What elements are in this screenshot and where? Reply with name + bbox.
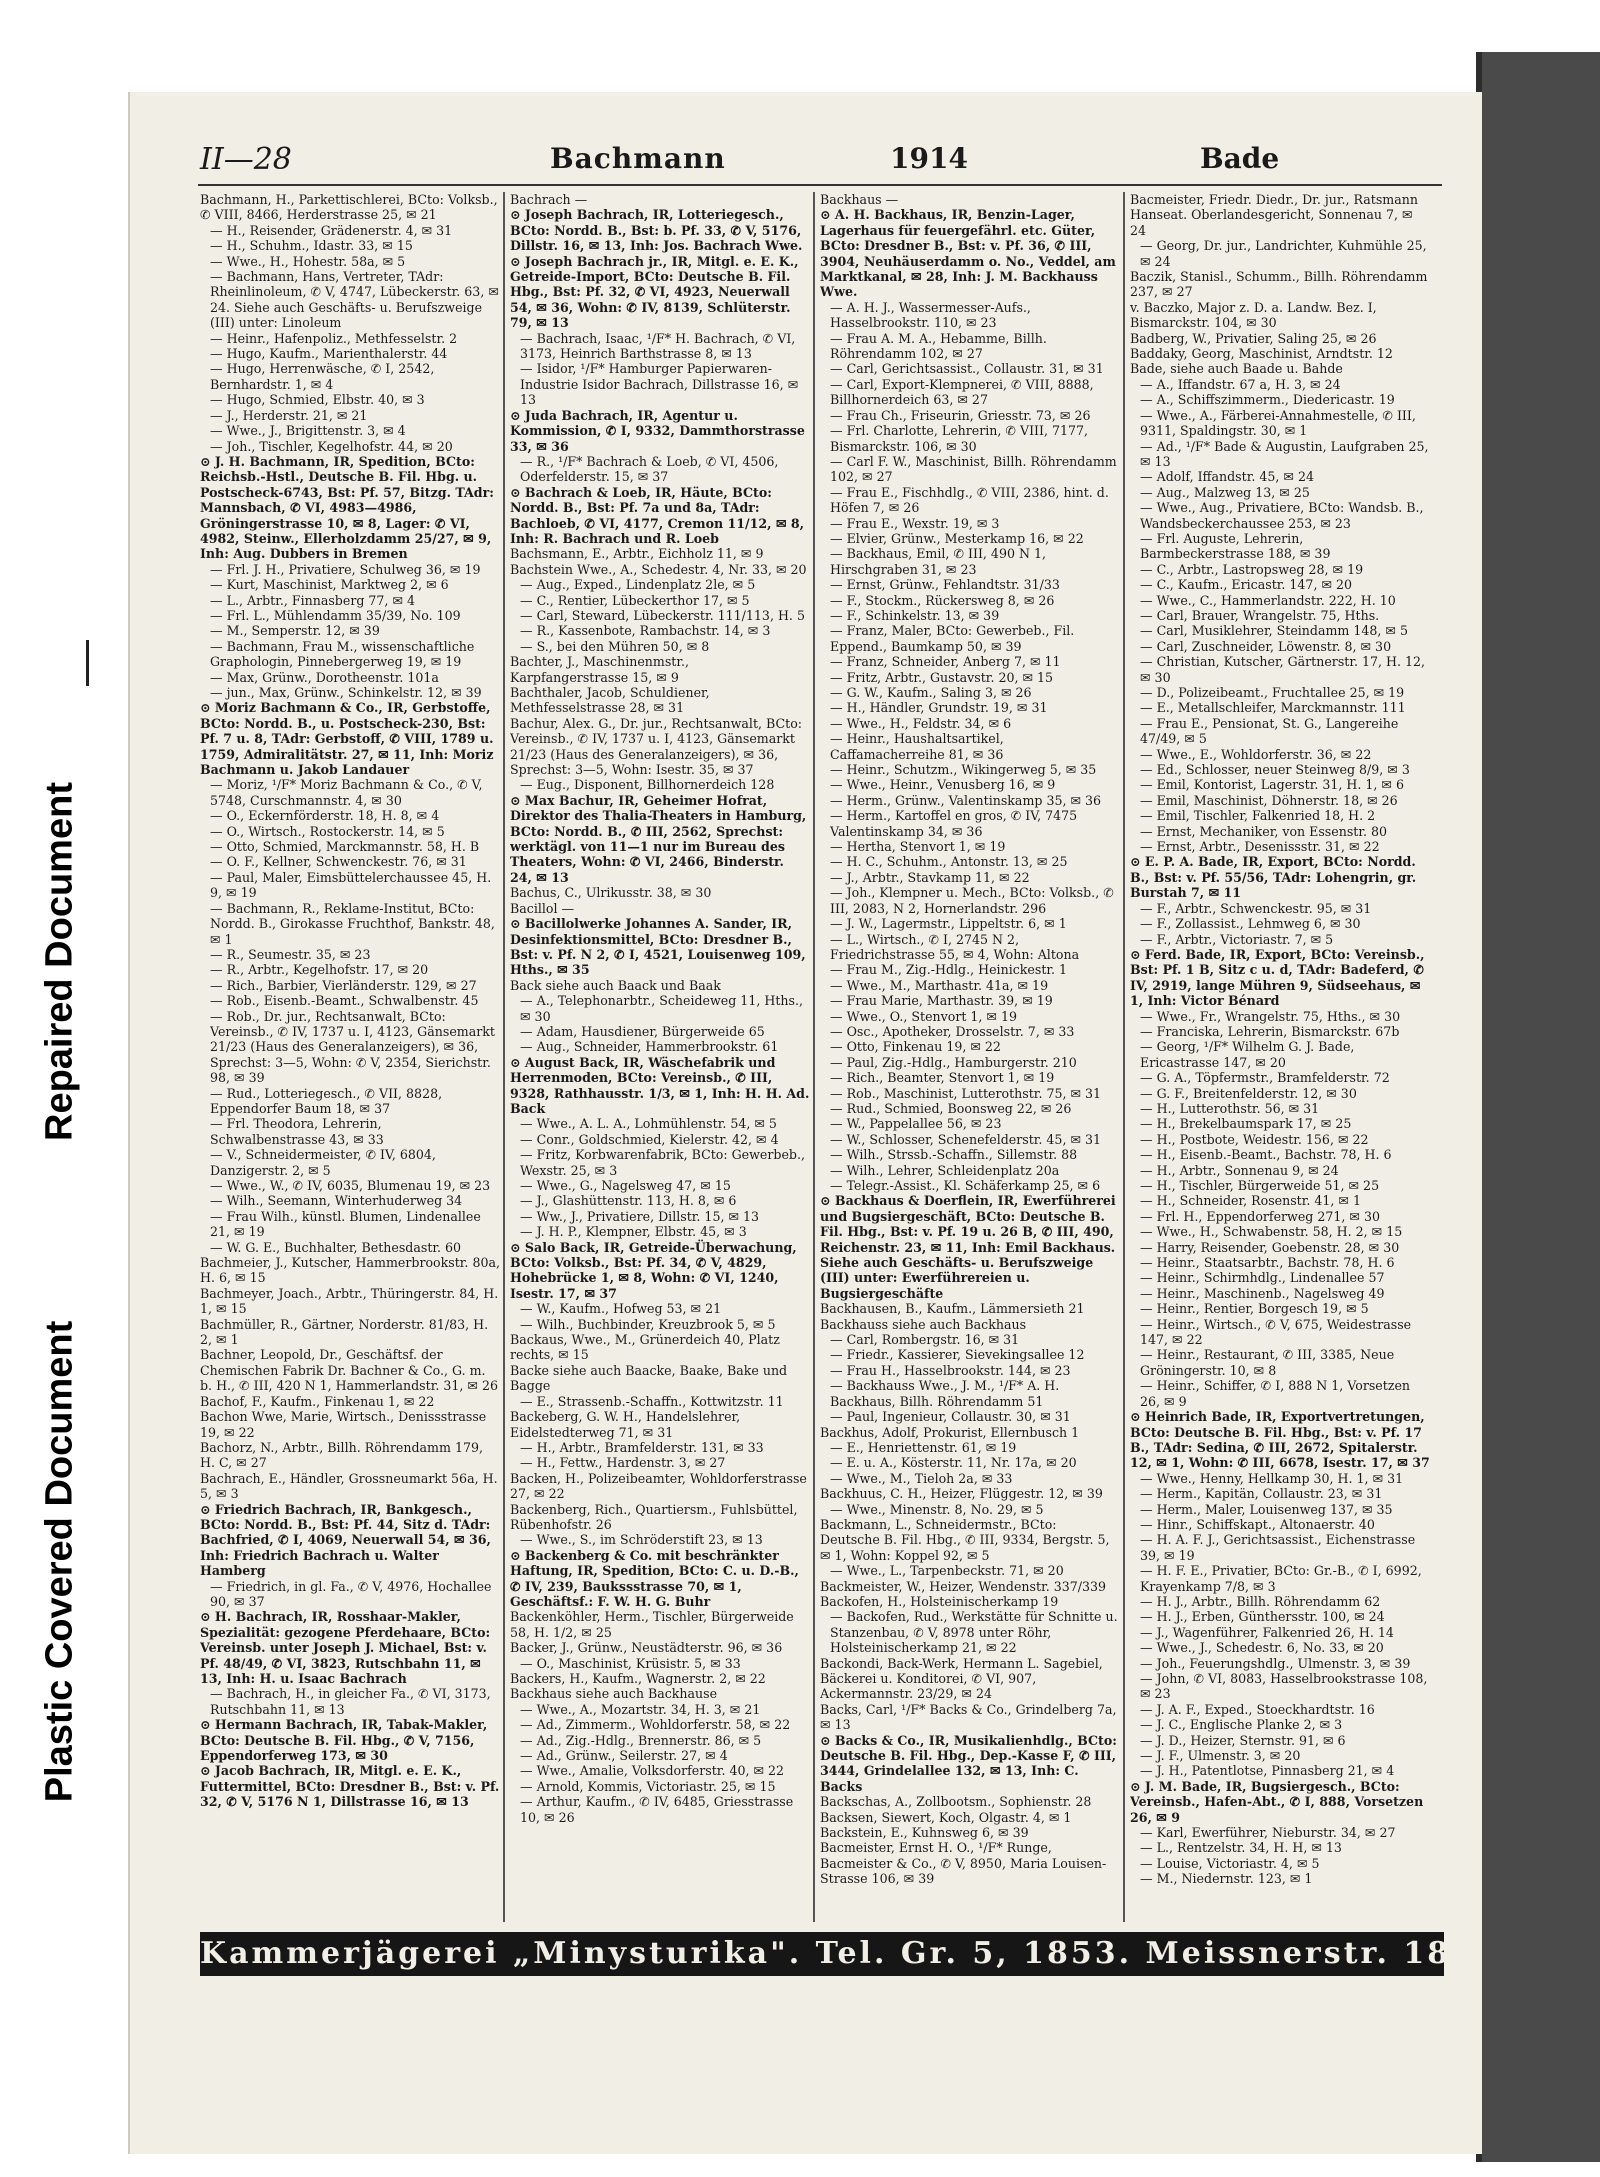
directory-entry: — D., Polizeibeamt., Fruchtallee 25, ✉ 19 (1140, 685, 1405, 700)
directory-entry: Bade, siehe auch Baade u. Bahde (1130, 361, 1343, 377)
directory-entry: — A. H. J., Wassermesser-Aufs., Hasselbrookstr. 110, ✉ 23 (830, 299, 1031, 331)
directory-entry: ⊙ Ferd. Bade, IR, Export, BCto: Vereinsb., Bst: Pf. 1 B, Sitz c u. d, TAdr: Badeferd, ✆ IV, 2919, lange Mühren 9, Südseehaus, ✉ 1, Inh: Victor Bénard (1130, 946, 1425, 1009)
directory-entry: — Frau M., Zig.-Hdlg., Heinickestr. 1 (830, 962, 1068, 978)
directory-entry: — J. H., Patentlotse, Pinnasberg 21, ✉ 4 (1140, 1763, 1395, 1779)
directory-entry: — W., Pappelallee 56, ✉ 23 (830, 1116, 1002, 1132)
directory-entry: — Otto, Finkenau 19, ✉ 22 (830, 1039, 1001, 1055)
directory-entry: — R., Arbtr., Kegelhofstr. 17, ✉ 20 (210, 962, 429, 978)
directory-entry: — W., Kaufm., Hofweg 53, ✉ 21 (520, 1301, 722, 1317)
directory-entry: — A., Iffandstr. 67 a, H. 3, ✉ 24 (1140, 376, 1341, 392)
directory-entry: — Wwe., H., Schwabenstr. 58, H. 2, ✉ 15 (1140, 1224, 1403, 1240)
directory-entry: — Carl, Brauer, Wrangelstr. 75, Hths. (1140, 607, 1380, 623)
directory-entry: — Wilh., Strssb.-Schaffn., Sillemstr. 88 (830, 1147, 1078, 1163)
directory-entry: — F., Stockm., Rückersweg 8, ✉ 26 (830, 592, 1055, 608)
directory-entry: — Kurt, Maschinist, Marktweg 2, ✉ 6 (210, 577, 449, 593)
directory-entry: ⊙ Juda Bachrach, IR, Agentur u. Kommission, ✆ I, 9332, Dammthorstrasse 33, ✉ 36 (510, 407, 805, 454)
directory-entry: Backers, H., Kaufm., Wagnerstr. 2, ✉ 22 (510, 1671, 766, 1686)
directory-entry: Backhus, Adolf, Prokurist, Ellernbusch 1 (820, 1424, 1080, 1440)
directory-entry: — Heinr., Maschinenb., Nagelsweg 49 (1140, 1285, 1385, 1301)
directory-entry: — Ad., Zimmerm., Wohldorferstr. 58, ✉ 22 (520, 1717, 791, 1733)
directory-entry: — Emil, Kontorist, Lagerstr. 31, H. 1, ✉ 6 (1140, 777, 1404, 793)
side-labels (0, 0, 120, 2177)
directory-entry: — Wwe., S., im Schröderstift 23, ✉ 13 (520, 1532, 763, 1548)
directory-entry: Backaus, Wwe., M., Grünerdeich 40, Platz rechts, ✉ 15 (510, 1332, 780, 1363)
directory-entry: Bachthaler, Jacob, Schuldiener, Methfesselstrasse 28, ✉ 31 (510, 685, 710, 716)
directory-entry: Backeberg, G. W. H., Handelslehrer, Eidelstedterweg 71, ✉ 31 (510, 1409, 741, 1440)
directory-entry: — Carl F. W., Maschinist, Billh. Röhrendamm 102, ✉ 27 (830, 453, 1117, 485)
directory-entry: — Aug., Exped., Lindenplatz 2le, ✉ 5 (520, 577, 756, 593)
directory-entry: — Frau Wilh., künstl. Blumen, Lindenallee 21, ✉ 19 (210, 1208, 481, 1240)
dark-page-edge (1482, 52, 1600, 2162)
directory-entry: Bachmeyer, Joach., Arbtr., Thüringerstr. 84, H. 1, ✉ 15 (200, 1285, 499, 1317)
directory-entry: — Ad., Zig.-Hdlg., Brennerstr. 86, ✉ 5 (520, 1732, 762, 1748)
directory-entry: — Fritz, Arbtr., Gustavstr. 20, ✉ 15 (830, 669, 1054, 685)
directory-entry: Backschas, A., Zollbootsm., Sophienstr. 28 (820, 1794, 1092, 1810)
directory-entry: Bachorz, N., Arbtr., Billh. Röhrendamm 179, H. C, ✉ 27 (200, 1439, 483, 1471)
directory-entry: — Franz, Maler, BCto: Gewerbeb., Fil. Eppend., Baumkamp 50, ✉ 39 (830, 623, 1075, 654)
directory-entry: Backsen, Siewert, Koch, Olgastr. 4, ✉ 1 (820, 1809, 1072, 1825)
directory-entry: — Bachrach, Isaac, ¹/F* H. Bachrach, ✆ VI, 3173, Heinrich Barthstrasse 8, ✉ 13 (520, 330, 796, 362)
directory-entry: — F., Arbtr., Schwenckestr. 95, ✉ 31 (1140, 900, 1372, 916)
directory-entry: Backhaus — (820, 192, 899, 207)
repaired-document-label: Repaired Document (38, 782, 81, 1141)
directory-entry: — H., Schneider, Rosenstr. 41, ✉ 1 (1140, 1193, 1361, 1209)
directory-entry: — Frl. Theodora, Lehrerin, Schwalbenstrasse 43, ✉ 33 (210, 1116, 384, 1147)
advertisement-banner: Kammerjägerei „Minysturika". Tel. Gr. 5, 1853. Meissnerstr. 18 (200, 1932, 1444, 1976)
directory-entry: Bachmüller, R., Gärtner, Norderstr. 81/83, H. 2, ✉ 1 (200, 1316, 489, 1348)
directory-entry: Bachner, Leopold, Dr., Geschäftsf. der Chemischen Fabrik Dr. Bachner & Co., G. m. b. H., ✆ III, 420 N 1, Hammerlandstr. 31, ✉ 26 (200, 1347, 498, 1394)
directory-entry: — jun., Max, Grünw., Schinkelstr. 12, ✉ 39 (210, 685, 482, 700)
directory-entry: — Wwe., J., Brigittenstr. 3, ✉ 4 (210, 423, 406, 439)
directory-entry: — H., Arbtr., Bramfelderstr. 131, ✉ 33 (520, 1439, 764, 1455)
directory-entry: — Heinr., Haushaltsartikel, Caffamacherreihe 81, ✉ 36 (830, 731, 1004, 762)
directory-column-1 (200, 192, 500, 1922)
directory-entry: — Frau A. M. A., Hebamme, Billh. Röhrendamm 102, ✉ 27 (830, 330, 1047, 362)
directory-entry: — Joh., Tischler, Kegelhofstr. 44, ✉ 20 (210, 438, 453, 454)
directory-entry: — Heinr., Rentier, Borgesch 19, ✉ 5 (1140, 1301, 1369, 1317)
directory-entry: — Ernst, Mechaniker, von Essenstr. 80 (1140, 823, 1388, 839)
directory-entry: — Harry, Reisender, Goebenstr. 28, ✉ 30 (1140, 1239, 1400, 1255)
column-divider (1123, 192, 1125, 1922)
directory-entry: — Max, Grünw., Dorotheenstr. 101a (210, 669, 439, 685)
directory-entry: — Franciska, Lehrerin, Bismarckstr. 67b (1140, 1023, 1400, 1039)
directory-entry: — J., Glashüttenstr. 113, H. 8, ✉ 6 (520, 1193, 737, 1209)
directory-entry: ⊙ Backhaus & Doerflein, IR, Ewerführerei und Bugsiergeschäft, BCto: Deutsche B. Fil. Hbg., Bst: v. Pf. 19 u. 26 B, ✆ III, 490, Reichenstr. 23, ✉ 11, Inh: Emil Backhaus. Siehe auch Geschäfts- u. Berufszweige (III) unter: Ewerführereien u. Bugsiergeschäfte (820, 1193, 1116, 1301)
directory-entry: — O., Wirtsch., Rostockerstr. 14, ✉ 5 (210, 823, 445, 839)
header-rule (198, 184, 1442, 186)
directory-entry: Back siehe auch Baack und Baak (510, 977, 721, 993)
directory-entry: Backs, Carl, ¹/F* Backs & Co., Grindelberg 7a, ✉ 13 (820, 1701, 1117, 1733)
directory-entry: Bacmeister, Friedr. Diedr., Dr. jur., Ratsmann Hanseat. Oberlandesgericht, Sonnenau 7, ✉ 24 (1130, 192, 1418, 238)
directory-entry: — Ad., ¹/F* Bade & Augustin, Laufgraben 25, ✉ 13 (1140, 438, 1429, 469)
directory-entry: — E. u. A., Kösterstr. 11, Nr. 17a, ✉ 20 (830, 1455, 1077, 1471)
directory-entry: — Arnold, Kommis, Victoriastr. 25, ✉ 15 (520, 1778, 776, 1794)
directory-entry: — Elvier, Grünw., Mesterkamp 16, ✉ 22 (830, 530, 1084, 546)
directory-entry: — Backofen, Rud., Werkstätte für Schnitte u. Stanzenbau, ✆ V, 8978 unter Röhr, Holsteinischerkamp 21, ✉ 22 (830, 1609, 1118, 1656)
directory-entry: — J., Arbtr., Stavkamp 11, ✉ 22 (830, 869, 1030, 885)
directory-entry: Backenberg, Rich., Quartiersm., Fuhlsbüttel, Rübenhofstr. 26 (510, 1501, 798, 1532)
directory-entry: — E., Strassenb.-Schaffn., Kottwitzstr. 11 (520, 1393, 784, 1409)
directory-entry: Bacillol — (510, 900, 575, 916)
directory-entry: — Aug., Malzweg 13, ✉ 25 (1140, 484, 1310, 500)
directory-entry: — Arthur, Kaufm., ✆ IV, 6485, Griesstrasse 10, ✉ 26 (520, 1794, 794, 1825)
directory-entry: Backhuus, C. H., Heizer, Flüggestr. 12, ✉ 39 (820, 1486, 1103, 1502)
directory-entry: — Frl. Charlotte, Lehrerin, ✆ VIII, 7177, Bismarckstr. 106, ✉ 30 (830, 423, 1089, 454)
directory-entry: — Ww., J., Privatiere, Dillstr. 15, ✉ 13 (520, 1208, 760, 1224)
directory-entry: ⊙ E. P. A. Bade, IR, Export, BCto: Nordd. B., Bst: v. Pf. 55/56, TAdr: Lohengrin, gr. Burstah 7, ✉ 11 (1130, 854, 1417, 901)
directory-entry: — Frau Ch., Friseurin, Griesstr. 73, ✉ 26 (830, 407, 1091, 423)
directory-entry: — Moriz, ¹/F* Moriz Bachmann & Co., ✆ V, 5748, Curschmannstr. 4, ✉ 30 (210, 777, 483, 808)
directory-entry: — Carl, Zuschneider, Löwenstr. 8, ✉ 30 (1140, 638, 1392, 654)
directory-entry: ⊙ Max Bachur, IR, Geheimer Hofrat, Direktor des Thalia-Theaters in Hamburg, BCto: Nordd. B., ✆ III, 2562, Sprechst: werktägl. von 11—1 nur im Bureau des Theaters, Wohn: ✆ VI, 2466, Binderstr. 24, ✉ 13 (510, 792, 807, 885)
directory-entry: — Adolf, Iffandstr. 45, ✉ 24 (1140, 469, 1314, 485)
directory-entry: — C., Arbtr., Lastropsweg 28, ✉ 19 (1140, 561, 1364, 577)
directory-entry: — Frau E., Pensionat, St. G., Langereihe 47/49, ✉ 5 (1140, 715, 1399, 747)
directory-entry: — Carl, Steward, Lübeckerstr. 111/113, H. 5 (520, 607, 805, 623)
directory-entry: — Ed., Schlosser, neuer Steinweg 8/9, ✉ 3 (1140, 762, 1410, 778)
directory-entry: — H. F. E., Privatier, BCto: Gr.-B., ✆ I, 6992, Krayenkamp 7/8, ✉ 3 (1140, 1563, 1422, 1594)
directory-entry: — Wwe., E., Wohldorferstr. 36, ✉ 22 (1140, 746, 1372, 762)
directory-entry: — Karl, Ewerführer, Nieburstr. 34, ✉ 27 (1140, 1825, 1396, 1841)
directory-entry: — Fritz, Korbwarenfabrik, BCto: Gewerbeb., Wexstr. 25, ✉ 3 (520, 1147, 805, 1178)
label-tick (86, 640, 89, 686)
header-year: 1914 (890, 142, 968, 175)
directory-entry: — Hugo, Schmied, Elbstr. 40, ✉ 3 (210, 392, 425, 408)
directory-entry: — Frl. J. H., Privatiere, Schulweg 36, ✉ 19 (210, 561, 481, 577)
directory-entry: — H., Schuhm., Idastr. 33, ✉ 15 (210, 238, 413, 254)
directory-entry: — C., Kaufm., Ericastr. 147, ✉ 20 (1140, 577, 1353, 593)
directory-entry: — Herm., Kapitän, Collaustr. 23, ✉ 31 (1140, 1486, 1383, 1502)
directory-entry: — H., Händler, Grundstr. 19, ✉ 31 (830, 700, 1048, 716)
directory-entry: — Carl, Gerichtsassist., Collaustr. 31, ✉ 31 (830, 361, 1104, 377)
directory-entry: ⊙ August Back, IR, Wäschefabrik und Herrenmoden, BCto: Vereinsb., ✆ III, 9328, Rathhausstr. 1/3, ✉ 1, Inh: H. H. Ad. Back (510, 1054, 810, 1116)
directory-entry: — J. W., Lagermstr., Lippeltstr. 6, ✉ 1 (830, 916, 1067, 932)
directory-entry: Backmeister, W., Heizer, Wendenstr. 337/339 (820, 1578, 1107, 1594)
directory-entry: — H. C., Schuhm., Antonstr. 13, ✉ 25 (830, 854, 1068, 870)
directory-entry: — Georg, ¹/F* Wilhelm G. J. Bade, Ericastrasse 147, ✉ 20 (1140, 1039, 1355, 1070)
directory-entry: — Frl. H., Eppendorferweg 271, ✉ 30 (1140, 1208, 1380, 1224)
directory-entry: Backer, J., Grünw., Neustädterstr. 96, ✉ 36 (510, 1640, 783, 1656)
directory-entry: — Frl. Auguste, Lehrerin, Barmbeckerstrasse 188, ✉ 39 (1140, 530, 1331, 562)
directory-entry: Backhauss siehe auch Backhaus (820, 1316, 1027, 1332)
directory-entry: — Wwe., W., ✆ IV, 6035, Blumenau 19, ✉ 23 (210, 1178, 491, 1193)
page-header (200, 142, 1440, 182)
directory-entry: Backhausen, B., Kaufm., Lämmersieth 21 (820, 1301, 1085, 1317)
directory-entry: — C., Rentier, Lübeckerthor 17, ✉ 5 (520, 592, 750, 608)
directory-entry: — Paul, Ingenieur, Collaustr. 30, ✉ 31 (830, 1409, 1071, 1425)
directory-entry: — Wwe., Amalie, Volksdorferstr. 40, ✉ 22 (520, 1763, 785, 1779)
directory-entry: Bachmeier, J., Kutscher, Hammerbrookstr. 80a, H. 6, ✉ 15 (200, 1255, 500, 1286)
directory-entry: — H. J., Erben, Günthersstr. 100, ✉ 24 (1140, 1609, 1385, 1625)
directory-entry: — Ernst, Arbtr., Desenissstr. 31, ✉ 22 (1140, 839, 1380, 855)
directory-entry: — F., Arbtr., Victoriastr. 7, ✉ 5 (1140, 931, 1334, 947)
directory-entry: — Aug., Schneider, Hammerbrookstr. 61 (520, 1039, 779, 1055)
directory-entry: — Carl, Musiklehrer, Steindamm 148, ✉ 5 (1140, 623, 1408, 639)
directory-entry: — Heinr., Schutzm., Wikingerweg 5, ✉ 35 (830, 762, 1097, 778)
plastic-covered-document-label: Plastic Covered Document (38, 1320, 81, 1803)
directory-entry: — Wwe., O., Stenvort 1, ✉ 19 (830, 1008, 1018, 1024)
directory-entry: — E., Henriettenstr. 61, ✉ 19 (830, 1439, 1017, 1455)
directory-entry: — Joh., Feuerungshdlg., Ulmenstr. 3, ✉ 39 (1140, 1655, 1411, 1671)
directory-entry: — F., Zollassist., Lehmweg 6, ✉ 30 (1140, 916, 1361, 932)
directory-entry: Bachter, J., Maschinenmstr., Karpfangerstrasse 15, ✉ 9 (510, 654, 690, 685)
directory-entry: — H., Reisender, Grädenerstr. 4, ✉ 31 (210, 222, 453, 238)
directory-entry: Bachrach, E., Händler, Grossneumarkt 56a, H. 5, ✉ 3 (200, 1470, 498, 1502)
directory-entry: — Friedr., Kassierer, Sievekingsallee 12 (830, 1347, 1085, 1363)
directory-entry: — H., Postbote, Weidestr. 156, ✉ 22 (1140, 1131, 1369, 1147)
directory-entry: ⊙ H. Bachrach, IR, Rosshaar-Makler, Spezialität: gezogene Pferdehaare, BCto: Vereinsb. unter Joseph J. Michael, Bst: v. Pf. 48/49, ✆ VI, 3823, Rutschbahn 11, ✉ 13, Inh: H. u. Isaac Bachrach (200, 1609, 491, 1686)
directory-entry: — Eug., Disponent, Billhornerdeich 128 (520, 777, 775, 793)
directory-entry: ⊙ Backenberg & Co. mit beschränkter Haftung, IR, Spedition, BCto: C. u. D.-B., ✆ IV, 239, Baukssstrasse 70, ✉ 1, Geschäftsf.: F. W. H. G. Buhr (510, 1547, 799, 1609)
directory-entry: — H. A. F. J., Gerichtsassist., Eichenstrasse 39, ✉ 19 (1140, 1532, 1416, 1563)
directory-entry: — Hinr., Schiffskapt., Altonaerstr. 40 (1140, 1516, 1375, 1532)
directory-entry: — Wwe., H., Hohestr. 58a, ✉ 5 (210, 253, 406, 269)
directory-entry: ⊙ Heinrich Bade, IR, Exportvertretungen, BCto: Deutsche B. Fil. Hbg., Bst: v. Pf. 17 B., TAdr: Sedina, ✆ III, 2672, Spitalerstr. 12, ✉ 1, Wohn: ✆ III, 6678, Isestr. 17, ✉ 37 (1130, 1409, 1430, 1471)
directory-entry: — H., Tischler, Bürgerweide 51, ✉ 25 (1140, 1178, 1380, 1193)
directory-entry: — G. F., Breitenfelderstr. 12, ✉ 30 (1140, 1085, 1357, 1101)
directory-entry: — H. J., Arbtr., Billh. Röhrendamm 62 (1140, 1593, 1381, 1609)
directory-entry: — H., Brekelbaumspark 17, ✉ 25 (1140, 1116, 1352, 1132)
directory-entry: Bachsmann, E., Arbtr., Eichholz 11, ✉ 9 (510, 546, 764, 562)
directory-entry: — Wwe., J., Schedestr. 6, No. 33, ✉ 20 (1140, 1640, 1384, 1656)
directory-entry: — O., Maschinist, Krüsistr. 5, ✉ 33 (520, 1655, 741, 1671)
directory-entry: — Ad., Grünw., Seilerstr. 27, ✉ 4 (520, 1748, 728, 1764)
directory-entry: ⊙ Bachrach & Loeb, IR, Häute, BCto: Nordd. B., Bst: Pf. 7a und 8a, TAdr: Bachloeb, ✆ VI, 4177, Cremon 11/12, ✉ 8, Inh: R. Bachrach und R. Loeb (510, 484, 805, 546)
directory-entry: — Hertha, Stenvort 1, ✉ 19 (830, 839, 1006, 855)
directory-entry: — Wilh., Seemann, Winterhuderweg 34 (210, 1193, 463, 1209)
directory-entry: — Wwe., M., Marthastr. 41a, ✉ 19 (830, 977, 1049, 993)
directory-entry: — Rich., Barbier, Vierländerstr. 129, ✉ 27 (210, 977, 477, 993)
directory-entry: ⊙ Jacob Bachrach, IR, Mitgl. e. E. K., Futtermittel, BCto: Dresdner B., Bst: v. Pf. 32, ✆ V, 5176 N 1, Dillstrasse 16, ✉ 13 (200, 1763, 500, 1810)
directory-entry: — Frau Marie, Marthastr. 39, ✉ 19 (830, 993, 1053, 1009)
directory-entry: — Bachmann, Frau M., wissenschaftliche Graphologin, Pinnebergerweg 19, ✉ 19 (210, 638, 475, 670)
directory-entry: ⊙ J. H. Bachmann, IR, Spedition, BCto: Reichsb.-Hstl., Deutsche B. Fil. Hbg. u. Postscheck-6743, Bst: Pf. 57, Bitzg. TAdr: Mannsbach, ✆ VI, 4983—4986, Gröningerstrasse 10, ✉ 8, Lager: ✆ VI, 4982, Steinw., Ellerholzdamm 25/27, ✉ 9, Inh: Aug. Dubbers in Bremen (200, 453, 494, 562)
directory-entry: ⊙ J. M. Bade, IR, Bugsiergesch., BCto: Vereinsb., Hafen-Abt., ✆ I, 888, Vorsetzen 26, ✉ 9 (1130, 1778, 1424, 1825)
directory-entry: — S., bei den Mühren 50, ✉ 8 (520, 638, 710, 654)
directory-entry: — Wwe., Heinr., Venusberg 16, ✉ 9 (830, 777, 1056, 793)
directory-entry: — Louise, Victoriastr. 4, ✉ 5 (1140, 1855, 1320, 1871)
directory-entry: — R., ¹/F* Bachrach & Loeb, ✆ VI, 4506, Oderfelderstr. 15, ✉ 37 (520, 453, 779, 485)
directory-entry: — Wwe., Henny, Hellkamp 30, H. 1, ✉ 31 (1140, 1470, 1404, 1486)
directory-entry: — H., Eisenb.-Beamt., Bachstr. 78, H. 6 (1140, 1147, 1392, 1163)
directory-entry: Baddaky, Georg, Maschinist, Arndtstr. 12 (1130, 346, 1393, 362)
directory-entry: — Rob., Eisenb.-Beamt., Schwalbenstr. 45 (210, 993, 479, 1009)
directory-entry: Bachon Wwe, Marie, Wirtsch., Denissstrasse 19, ✉ 22 (200, 1409, 487, 1440)
directory-entry: ⊙ Moriz Bachmann & Co., IR, Gerbstoffe, BCto: Nordd. B., u. Postscheck-230, Bst: Pf. 7 u. 8, TAdr: Gerbstoff, ✆ VIII, 1789 u. 1759, Admiralitätstr. 27, ✉ 11, Inh: Moriz Bachmann u. Jakob Landauer (200, 700, 494, 778)
directory-entry: — R., Kassenbote, Rambachstr. 14, ✉ 3 (520, 623, 771, 639)
directory-entry: — L., Wirtsch., ✆ I, 2745 N 2, Friedrichstrasse 55, ✉ 4, Wohn: Altona (830, 931, 1080, 962)
directory-entry: — Adam, Hausdiener, Bürgerweide 65 (520, 1023, 765, 1039)
directory-entry: — Wwe., H., Feldstr. 34, ✉ 6 (830, 715, 1012, 731)
directory-entry: — Frau E., Fischhdlg., ✆ VIII, 2386, hint. d. Höfen 7, ✉ 26 (830, 484, 1109, 516)
directory-entry: — M., Semperstr. 12, ✉ 39 (210, 623, 380, 639)
directory-entry: — Wilh., Lehrer, Schleidenplatz 20a (830, 1162, 1060, 1178)
page-number: II—28 (200, 142, 292, 177)
directory-entry: — Wwe., M., Tieloh 2a, ✉ 33 (830, 1470, 1013, 1486)
directory-entry: — E., Metallschleifer, Marckmannstr. 111 (1140, 700, 1406, 716)
directory-entry: — R., Seumestr. 35, ✉ 23 (210, 946, 371, 962)
directory-entry: — Ernst, Grünw., Fehlandtstr. 31/33 (830, 577, 1060, 593)
directory-entry: — Heinr., Schiffer, ✆ I, 888 N 1, Vorsetzen 26, ✉ 9 (1140, 1378, 1411, 1409)
directory-entry: — Rob., Maschinist, Lutterothstr. 75, ✉ 31 (830, 1085, 1102, 1101)
directory-entry: — John, ✆ VI, 8083, Hasselbrookstrasse 108, ✉ 23 (1140, 1671, 1428, 1702)
directory-entry: — M., Niedernstr. 123, ✉ 1 (1140, 1871, 1313, 1887)
directory-entry: — G. W., Kaufm., Saling 3, ✉ 26 (830, 685, 1032, 700)
directory-entry: — Frau E., Wexstr. 19, ✉ 3 (830, 515, 1000, 531)
directory-entry: — F., Schinkelstr. 13, ✉ 39 (830, 607, 1000, 623)
directory-entry: Backenköhler, Herm., Tischler, Bürgerweide 58, H. 1/2, ✉ 25 (510, 1609, 794, 1640)
directory-entry: — O. F., Kellner, Schwenckestr. 76, ✉ 31 (210, 854, 467, 870)
directory-entry: — Telegr.-Assist., Kl. Schäferkamp 25, ✉ 6 (830, 1178, 1101, 1193)
directory-entry: — Rob., Dr. jur., Rechtsanwalt, BCto: Vereinsb., ✆ IV, 1737 u. I, 4123, Gänsemarkt 21/23 (Haus des Generalanzeigers), ✉ 36, Sprechst: 3—5, Wohn: ✆ V, 2354, Sierichstr. 98, ✉ 39 (210, 1008, 495, 1086)
directory-entry: Backmann, L., Schneidermstr., BCto: Deutsche B. Fil. Hbg., ✆ III, 9334, Bergstr. 5, ✉ 1, Wohn: Koppel 92, ✉ 5 (820, 1516, 1110, 1563)
directory-entry: — Georg, Dr. jur., Landrichter, Kuhmühle 25, ✉ 24 (1140, 238, 1427, 269)
directory-entry: — V., Schneidermeister, ✆ IV, 6804, Danzigerstr. 2, ✉ 5 (210, 1147, 436, 1178)
directory-entry: Bachof, F., Kaufm., Finkenau 1, ✉ 22 (200, 1393, 435, 1409)
directory-entry: — Backhaus, Emil, ✆ III, 490 N 1, Hirschgraben 31, ✉ 23 (830, 546, 1047, 577)
directory-entry: — J. C., Englische Planke 2, ✉ 3 (1140, 1717, 1343, 1733)
directory-page (128, 92, 1482, 2154)
directory-entry: Backofen, H., Holsteinischerkamp 19 (820, 1593, 1059, 1609)
directory-entry: Bachmann, H., Parkettischlerei, BCto: Volksb., ✆ VIII, 8466, Herderstrasse 25, ✉ 21 (200, 192, 498, 223)
directory-entry: Backstein, E., Kuhnsweg 6, ✉ 39 (820, 1825, 1029, 1841)
directory-entry: — Wwe., A. L. A., Lohmühlenstr. 54, ✉ 5 (520, 1116, 777, 1132)
directory-entry: — Backhauss Wwe., J. M., ¹/F* A. H. Backhaus, Billh. Röhrendamm 51 (830, 1378, 1060, 1409)
directory-entry: — Wwe., A., Färberei-Annahmestelle, ✆ III, 9311, Spaldingstr. 30, ✉ 1 (1140, 407, 1416, 439)
directory-entry: — Herm., Kartoffel en gros, ✆ IV, 7475 Valentinskamp 34, ✉ 36 (830, 808, 1078, 839)
directory-entry: — Heinr., Schirmhdlg., Lindenallee 57 (1140, 1270, 1385, 1286)
directory-entry: — Wwe., Fr., Wrangelstr. 75, Hths., ✉ 30 (1140, 1008, 1401, 1024)
directory-entry: — Paul, Maler, Eimsbüttelerchaussee 45, H. 9, ✉ 19 (210, 869, 492, 901)
directory-entry: — Otto, Schmied, Marckmannstr. 58, H. B (210, 839, 480, 855)
directory-entry: — Christian, Kutscher, Gärtnerstr. 17, H. 12, ✉ 30 (1140, 654, 1426, 685)
directory-entry: — Frau H., Hasselbrookstr. 144, ✉ 23 (830, 1362, 1071, 1378)
directory-entry: — Hugo, Herrenwäsche, ✆ I, 2542, Bernhardstr. 1, ✉ 4 (210, 361, 435, 392)
directory-entry: — Wwe., L., Tarpenbeckstr. 71, ✉ 20 (830, 1563, 1064, 1579)
directory-entry: — J., Wagenführer, Falkenried 26, H. 14 (1140, 1624, 1394, 1640)
directory-entry: — Heinr., Restaurant, ✆ III, 3385, Neue Gröningerstr. 10, ✉ 8 (1140, 1347, 1395, 1378)
directory-entry: Baczik, Stanisl., Schumm., Billh. Röhrendamm 237, ✉ 27 (1130, 269, 1428, 300)
directory-entry: — H., Lutterothstr. 56, ✉ 31 (1140, 1100, 1320, 1116)
directory-entry: — Heinr., Wirtsch., ✆ V, 675, Weidestrasse 147, ✉ 22 (1140, 1316, 1412, 1348)
directory-entry: — Wwe., Minenstr. 8, No. 29, ✉ 5 (830, 1501, 1044, 1517)
directory-entry: — A., Schiffszimmerm., Diedericastr. 19 (1140, 392, 1395, 408)
directory-entry: — Osc., Apotheker, Drosselstr. 7, ✉ 33 (830, 1023, 1075, 1039)
header-first-name: Bachmann (550, 142, 726, 175)
directory-entry: — J., Herderstr. 21, ✉ 21 (210, 407, 368, 423)
directory-entry: Bacmeister, Ernst H. O., ¹/F* Runge, Bacmeister & Co., ✆ V, 8950, Maria Louisen-Strasse 106, ✉ 39 (820, 1840, 1107, 1887)
directory-entry: — W. G. E., Buchhalter, Bethesdastr. 60 (210, 1239, 462, 1255)
column-divider (813, 192, 815, 1922)
column-divider (503, 192, 505, 1922)
directory-entry: ⊙ Bacillolwerke Johannes A. Sander, IR, Desinfektionsmittel, BCto: Dresdner B., Bst: v. Pf. N 2, ✆ I, 4521, Louisenweg 109, Hths., ✉ 35 (510, 916, 806, 978)
directory-entry: — O., Eckernförderstr. 18, H. 8, ✉ 4 (210, 808, 440, 824)
directory-entry: — J. A. F., Exped., Stoeckhardtstr. 16 (1140, 1701, 1375, 1717)
directory-entry: ⊙ Hermann Bachrach, IR, Tabak-Makler, BCto: Deutsche B. Fil. Hbg., ✆ V, 7156, Eppendorferweg 173, ✉ 30 (200, 1717, 488, 1764)
directory-entry: — Wwe., C., Hammerlandstr. 222, H. 10 (1140, 592, 1396, 608)
directory-entry: Badberg, W., Privatier, Saling 25, ✉ 26 (1130, 330, 1377, 346)
directory-entry: — Emil, Maschinist, Döhnerstr. 18, ✉ 26 (1140, 792, 1398, 808)
directory-entry: Backe siehe auch Baacke, Baake, Bake und Bagge (510, 1362, 788, 1394)
directory-entry: — Joh., Klempner u. Mech., BCto: Volksb., ✆ III, 2083, N 2, Hornerlandstr. 296 (830, 885, 1114, 916)
directory-entry: — Bachrach, H., in gleicher Fa., ✆ VI, 3173, Rutschbahn 11, ✉ 13 (210, 1686, 491, 1717)
directory-column-3 (820, 192, 1120, 1922)
directory-entry: — Emil, Tischler, Falkenried 18, H. 2 (1140, 808, 1376, 824)
directory-entry: — J. D., Heizer, Sternstr. 91, ✉ 6 (1140, 1732, 1346, 1748)
directory-entry: ⊙ Backs & Co., IR, Musikalienhdlg., BCto: Deutsche B. Fil. Hbg., Dep.-Kasse F, ✆ III, 3444, Grindelallee 132, ✉ 13, Inh: C. Backs (820, 1732, 1117, 1794)
directory-entry: — A., Telephonarbtr., Scheideweg 11, Hths., ✉ 30 (520, 993, 803, 1024)
directory-entry: Backondi, Back-Werk, Hermann L. Sagebiel, Bäckerei u. Konditorei, ✆ VI, 907, Ackermannstr. 23/29, ✉ 24 (820, 1655, 1103, 1702)
directory-entry: — Conr., Goldschmied, Kielerstr. 42, ✉ 4 (520, 1131, 779, 1147)
directory-entry: ⊙ A. H. Backhaus, IR, Benzin-Lager, Lagerhaus für feuergefährl. etc. Güter, BCto: Dresdner B., Bst: v. Pf. 36, ✆ III, 3904, Neuhäuserdamm o. No., Veddel, am Marktkanal, ✉ 28, Inh: J. M. Backhauss Wwe. (820, 207, 1116, 300)
directory-entry: — Rud., Schmied, Boonsweg 22, ✉ 26 (830, 1100, 1072, 1116)
directory-entry: v. Baczko, Major z. D. a. Landw. Bez. I, Bismarckstr. 104, ✉ 30 (1130, 299, 1377, 331)
directory-entry: — Carl, Export-Klempnerei, ✆ VIII, 8888, Billhornerdeich 63, ✉ 27 (830, 376, 1094, 408)
directory-entry: — H., Fettw., Hardenstr. 3, ✉ 27 (520, 1455, 726, 1471)
directory-entry: ⊙ Joseph Bachrach, IR, Lotteriegesch., BCto: Nordd. B., Bst: b. Pf. 33, ✆ V, 5176, Dillstr. 16, ✉ 13, Inh: Jos. Bachrach Wwe. (510, 207, 803, 254)
directory-entry: ⊙ Friedrich Bachrach, IR, Bankgesch., BCto: Nordd. B., Bst: Pf. 44, Sitz d. TAdr: Bachfried, ✆ I, 4069, Neuerwall 54, ✉ 36, Inh: Friedrich Bachrach u. Walter Hamberg (200, 1501, 491, 1579)
directory-entry: — L., Arbtr., Finnasberg 77, ✉ 4 (210, 592, 416, 608)
directory-entry: — Friedrich, in gl. Fa., ✆ V, 4976, Hochallee 90, ✉ 37 (210, 1578, 492, 1609)
directory-entry: — Carl, Rombergstr. 16, ✉ 31 (830, 1332, 1020, 1348)
directory-entry: Bachrach — (510, 192, 588, 207)
directory-entry: — Heinr., Hafenpoliz., Methfesselstr. 2 (210, 330, 458, 346)
directory-entry: — H., Arbtr., Sonnenau 9, ✉ 24 (1140, 1162, 1339, 1178)
directory-entry: Backhaus siehe auch Backhause (510, 1686, 718, 1702)
directory-entry: Bachus, C., Ulrikusstr. 38, ✉ 30 (510, 885, 712, 901)
directory-entry: — Franz, Schneider, Anberg 7, ✉ 11 (830, 654, 1061, 670)
directory-entry: — Wwe., G., Nagelsweg 47, ✉ 15 (520, 1178, 731, 1193)
directory-entry: — Paul, Zig.-Hdlg., Hamburgerstr. 210 (830, 1054, 1077, 1070)
directory-entry: — J. H. P., Klempner, Elbstr. 45, ✉ 3 (520, 1224, 747, 1240)
directory-entry: — Rud., Lotteriegesch., ✆ VII, 8828, Eppendorfer Baum 18, ✉ 37 (210, 1085, 443, 1116)
directory-entry: — Wwe., Aug., Privatiere, BCto: Wandsb. B., Wandsbeckerchaussee 253, ✉ 23 (1140, 500, 1424, 531)
directory-entry: — G. A., Töpfermstr., Bramfelderstr. 72 (1140, 1070, 1390, 1086)
directory-entry: — Wilh., Buchbinder, Kreuzbrook 5, ✉ 5 (520, 1316, 776, 1332)
directory-entry: Backen, H., Polizeibeamter, Wohldorferstrasse 27, ✉ 22 (510, 1470, 807, 1502)
directory-entry: — Hugo, Kaufm., Marienthalerstr. 44 (210, 346, 448, 362)
directory-entry: ⊙ Joseph Bachrach jr., IR, Mitgl. e. E. K., Getreide-Import, BCto: Deutsche B. Fil. Hbg., Bst: Pf. 32, ✆ VI, 4923, Neuerwall 54, ✉ 36, Wohn: ✆ IV, 8139, Schlüterstr. 79, ✉ 13 (510, 253, 799, 331)
directory-entry: — Isidor, ¹/F* Hamburger Papierwaren-Industrie Isidor Bachrach, Dillstrasse 16, ✉ 13 (520, 361, 799, 408)
directory-entry: — L., Rentzelstr. 34, H. H, ✉ 13 (1140, 1840, 1342, 1856)
directory-entry: — Heinr., Staatsarbtr., Bachstr. 78, H. 6 (1140, 1255, 1395, 1271)
directory-entry: — Herm., Grünw., Valentinskamp 35, ✉ 36 (830, 792, 1102, 808)
directory-entry: ⊙ Salo Back, IR, Getreide-Überwachung, BCto: Volksb., Bst: Pf. 34, ✆ V, 4829, Hohebrücke 1, ✉ 8, Wohn: ✆ VI, 1240, Isestr. 17, ✉ 37 (510, 1239, 797, 1301)
directory-entry: — J. F., Ulmenstr. 3, ✉ 20 (1140, 1748, 1301, 1764)
directory-entry: — Rich., Beamter, Stenvort 1, ✉ 19 (830, 1070, 1055, 1086)
directory-entry: Bachur, Alex. G., Dr. jur., Rechtsanwalt, BCto: Vereinsb., ✆ IV, 1737 u. I, 4123, Gänsemarkt 21/23 (Haus des Generalanzeigers), ✉ 36, Sprechst: 3—5, Wohn: Isestr. 35, ✉ 37 (510, 715, 803, 778)
directory-entry: Bachstein Wwe., A., Schedestr. 4, Nr. 33, ✉ 20 (510, 561, 807, 577)
header-last-name: Bade (1200, 142, 1280, 175)
directory-entry: — Frl. L., Mühlendamm 35/39, No. 109 (210, 607, 461, 623)
directory-entry: — Bachmann, Hans, Vertreter, TAdr: Rheinlinoleum, ✆ V, 4747, Lübeckerstr. 63, ✉ 24. Siehe auch Geschäfts- u. Berufszweige (III) unter: Linoleum (210, 269, 499, 331)
directory-entry: — Wwe., A., Mozartstr. 34, H. 3, ✉ 21 (520, 1701, 761, 1717)
directory-column-2 (510, 192, 810, 1922)
directory-entry: — Bachmann, R., Reklame-Institut, BCto: Nordd. B., Girokasse Fruchthof, Bankstr. 48, ✉ 1 (210, 900, 495, 947)
directory-column-4 (1130, 192, 1430, 1922)
directory-entry: — W., Schlosser, Schenefelderstr. 45, ✉ 31 (830, 1131, 1102, 1147)
directory-entry: — Herm., Maler, Louisenweg 137, ✉ 35 (1140, 1501, 1393, 1517)
